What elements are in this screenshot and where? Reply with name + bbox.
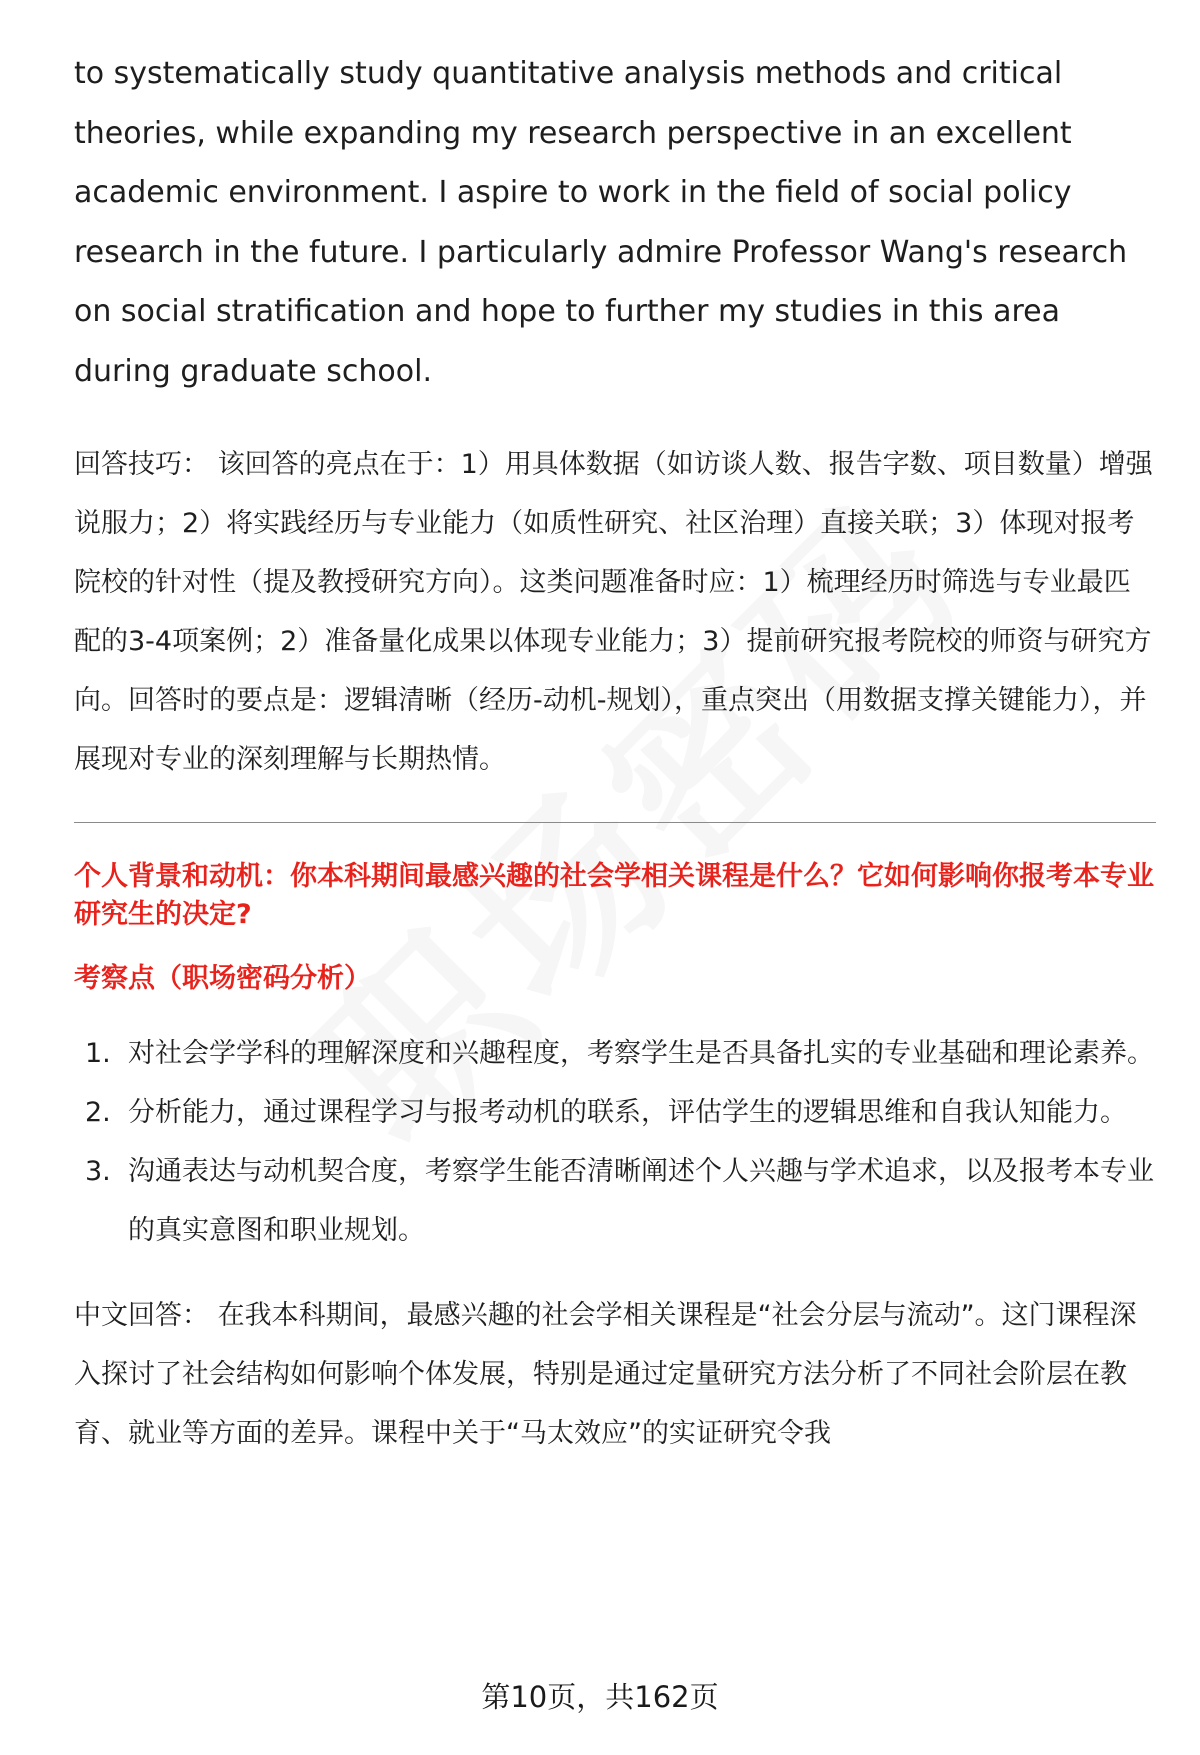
list-item [74,1083,1156,1142]
chinese-answer-text: 中文回答： 在我本科期间，最感兴趣的社会学相关课程是“社会分层与流动”。这门课程深入探讨了社会结构如何影响个体发展，特别是通过定量研究方法分析了不同社会阶层在教育、就业等方面的差异。课程中关于“马太效应”的实证研究令我 [74,1300,1137,1449]
document-page [74,44,1156,1463]
section-divider [74,822,1156,823]
list-item-text: 分析能力，通过课程学习与报考动机的联系，评估学生的逻辑思维和自我认知能力。 [128,1097,1127,1128]
answer-tips-text: 回答技巧： 该回答的亮点在于：1）用具体数据（如访谈人数、报告字数、项目数量）增强说服力；2）将实践经历与专业能力（如质性研究、社区治理）直接关联；3）体现对报考院校的针对性（提及教授研究方向）。这类问题准备时应：1）梳理经历时筛选与专业最匹配的3-4项案例；2）准备量化成果以体现专业能力；3）提前研究报考院校的师资与研究方向。回答时的要点是：逻辑清晰（经历-动机-规划），重点突出（用数据支撑关键能力），并展现对专业的深刻理解与长期热情。 [74,449,1153,775]
assessment-points-list [74,1024,1156,1260]
list-item-number: 2. [85,1097,111,1128]
english-answer-text: to systematically study quantitative analysis methods and critical theories, while expanding my research perspective in an excellent academic environment. I aspire to work in the field of social policy research in the future. I particularly admire Professor Wang's research on social stratification and hope to further my studies in this area during graduate school. [74,56,1128,389]
interview-question: 个人背景和动机：你本科期间最感兴趣的社会学相关课程是什么？它如何影响你报考本专业研究生的决定? [74,861,1154,930]
list-item-number: 3. [85,1156,111,1187]
list-item-number: 1. [85,1038,111,1069]
list-item [74,1024,1156,1083]
list-item [74,1142,1156,1260]
page-number-footer: 第10页，共162页 [481,1680,719,1714]
assessment-heading: 考察点（职场密码分析） [74,963,371,994]
list-item-text: 沟通表达与动机契合度，考察学生能否清晰阐述个人兴趣与学术追求，以及报考本专业的真实意图和职业规划。 [128,1156,1154,1246]
list-item-text: 对社会学学科的理解深度和兴趣程度，考察学生是否具备扎实的专业基础和理论素养。 [128,1038,1154,1069]
